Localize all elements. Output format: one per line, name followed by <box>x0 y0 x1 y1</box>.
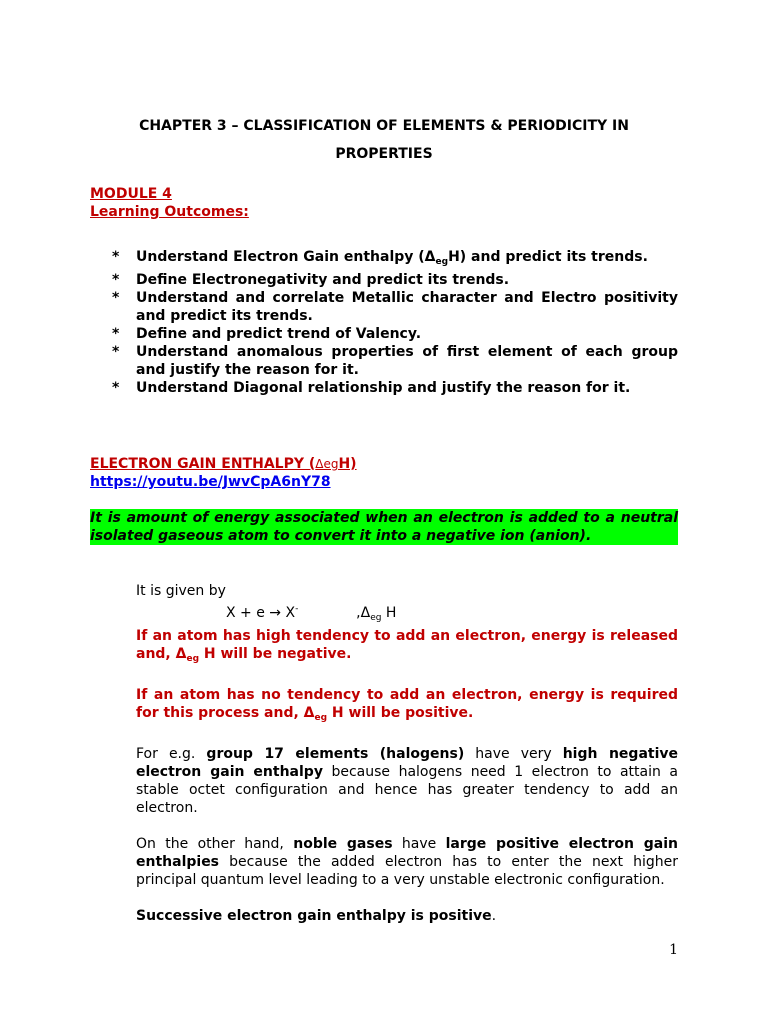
definition-highlight: It is amount of energy associated when an electron is added to a neutral isolated gaseous atom to convert it into a negative ion (anion). <box>90 510 678 544</box>
learning-outcomes-list <box>90 248 678 397</box>
star-bullet-icon: * <box>112 272 120 288</box>
outcome-item <box>90 289 678 325</box>
no-tendency-item <box>90 686 678 727</box>
chapter-title-line-1: CHAPTER 3 – CLASSIFICATION OF ELEMENTS & PERIODICITY IN <box>139 118 629 134</box>
star-bullet-icon: * <box>112 344 120 360</box>
delta-symbol: Δ <box>424 249 436 265</box>
high-tendency-item <box>90 627 678 668</box>
equation-end: H <box>381 605 397 621</box>
section-heading-block <box>90 455 357 491</box>
equation-right: ,Δ <box>298 605 371 621</box>
bullet-text: H will be positive. <box>327 705 474 721</box>
bullet-bold-text: high negative electron gain enthalpy <box>136 746 679 780</box>
outcome-text: Define Electronegativity and predict its trends. <box>136 272 510 288</box>
bullet-bold-text: Successive electron gain enthalpy is positive <box>136 908 492 924</box>
equation-left: X + e → X <box>226 605 296 621</box>
delta-symbol: Δeg <box>315 457 339 471</box>
successive-item <box>90 907 678 925</box>
bullet-text: because the added electron has to enter the next higher principal quantum level leading to a very unstable electronic configuration. <box>136 854 678 888</box>
section-heading-text: ELECTRON GAIN ENTHALPY ( <box>90 456 316 472</box>
subscript: eg <box>435 257 449 267</box>
star-bullet-icon: * <box>112 326 120 342</box>
bullet-points <box>90 582 678 925</box>
outcome-item <box>90 271 678 289</box>
outcome-text: Define and predict trend of Valency. <box>136 326 422 342</box>
learning-outcomes-heading: Learning Outcomes: <box>90 204 249 220</box>
bullet-text: If an atom has no tendency to add an electron, energy is required for this process and, Δ <box>136 687 678 721</box>
noble-gases-item <box>90 835 678 889</box>
outcome-text: H) and predict its trends. <box>448 249 648 265</box>
bullet-bold-text: large positive electron gain enthalpies <box>136 836 678 870</box>
section-heading <box>90 455 357 473</box>
star-bullet-icon: * <box>112 249 120 265</box>
given-by-item <box>90 582 678 627</box>
halogens-item <box>90 745 678 817</box>
page-number: 1 <box>669 942 678 958</box>
module-label: MODULE 4 <box>90 186 172 202</box>
outcome-item <box>90 343 678 379</box>
equation <box>136 600 678 627</box>
subscript: eg <box>370 613 382 623</box>
superscript: - <box>295 604 299 614</box>
bullet-text: . <box>491 908 497 924</box>
bullet-text: have very <box>464 746 563 762</box>
section-heading-text: H) <box>338 456 357 472</box>
subscript: eg <box>314 713 328 723</box>
bullet-text: If an atom has high tendency to add an electron, energy is released and, Δ <box>136 628 678 662</box>
bullet-bold-text: noble gases <box>293 836 393 852</box>
outcome-text: Understand and correlate Metallic character and Electro positivity and predict its trends. <box>136 290 678 324</box>
outcome-text: Understand anomalous properties of first element of each group and justify the reason for it. <box>136 344 678 378</box>
outcome-text: Understand Diagonal relationship and justify the reason for it. <box>136 380 631 396</box>
star-bullet-icon: * <box>112 290 120 306</box>
bullet-text: have <box>392 836 446 852</box>
chapter-title <box>90 112 678 168</box>
youtube-link[interactable]: https://youtu.be/JwvCpA6nY78 <box>90 474 331 490</box>
bullet-bold-text: group 17 elements (halogens) <box>206 746 465 762</box>
bullet-text: H will be negative. <box>199 646 352 662</box>
module-block <box>90 185 249 221</box>
given-by-text: It is given by <box>136 583 226 599</box>
outcome-text: Understand Electron Gain enthalpy ( <box>136 249 425 265</box>
outcome-item <box>90 325 678 343</box>
bullet-text: because halogens need 1 electron to attain a stable octet configuration and hence has greater tendency to add an electron. <box>136 764 678 816</box>
bullet-text: For e.g. <box>136 746 207 762</box>
bullet-text: On the other hand, <box>136 836 294 852</box>
outcome-item <box>90 248 678 271</box>
star-bullet-icon: * <box>112 380 120 396</box>
subscript: eg <box>186 654 200 664</box>
chapter-title-line-2: PROPERTIES <box>335 146 433 162</box>
outcome-item <box>90 379 678 397</box>
